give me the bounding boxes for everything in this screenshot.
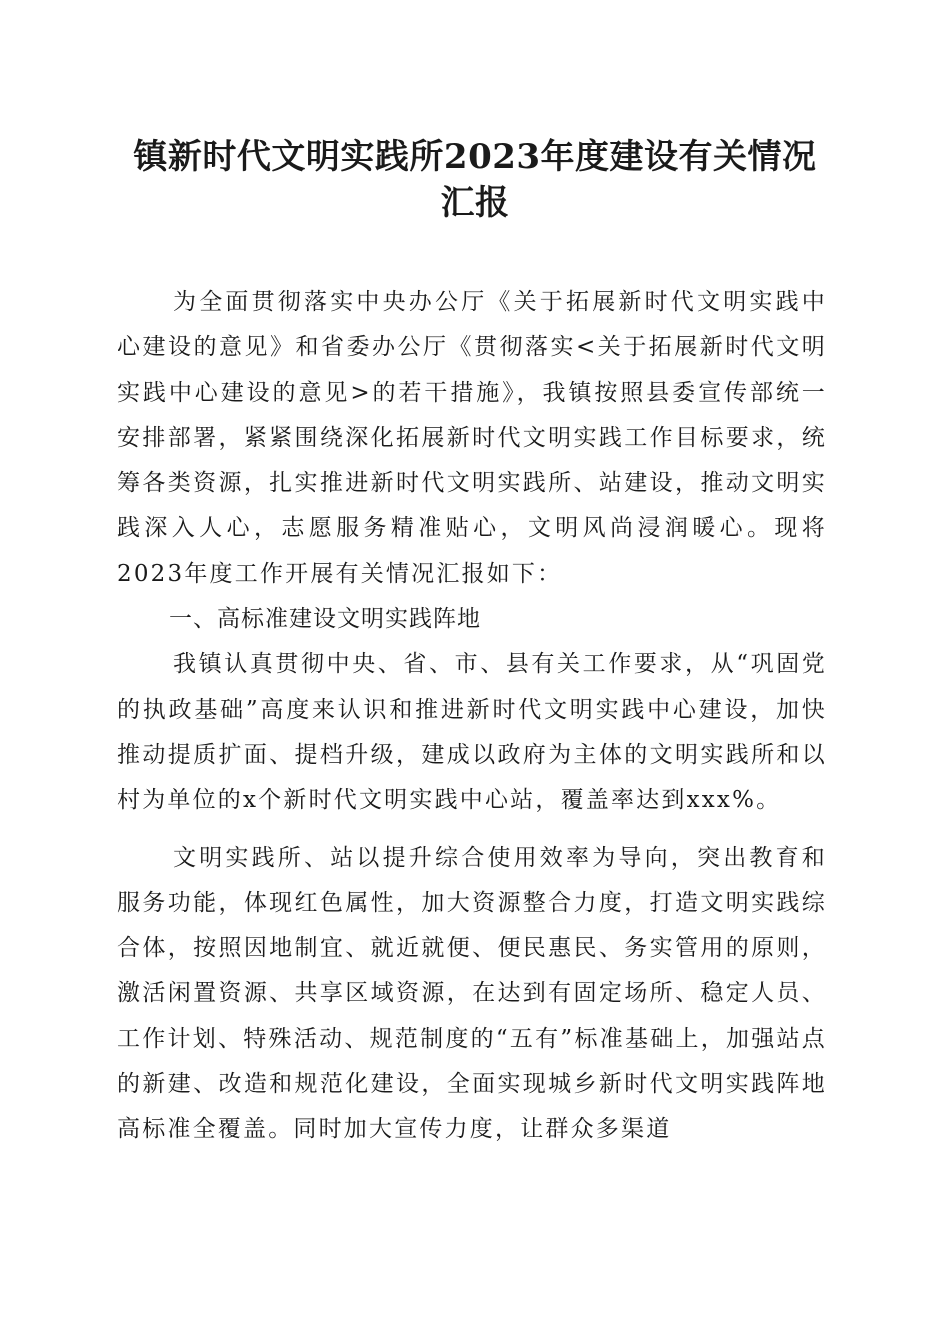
title-line-2: 汇报	[440, 183, 510, 223]
document-title	[100, 134, 850, 226]
section-heading: 一、高标准建设文明实践阵地	[169, 606, 481, 633]
intro-paragraph: 为全面贯彻落实中央办公厅《关于拓展新时代文明实践中心建设的意见》和省委办公厅《贯彻落实<关于拓展新时代文明实践中心建设的意见>的若干措施》，我镇按照县委宣传部统一安排部署，紧紧围绕深化拓展新时代文明实践工作目标要求，统筹各类资源，扎实推进新时代文明实践所、站建设，推动文明实践深入人心，志愿服务精准贴心，文明风尚浸润暖心。现将2023年度工作开展有关情况汇报如下：	[117, 289, 827, 587]
body-paragraph: 文明实践所、站以提升综合使用效率为导向，突出教育和服务功能，体现红色属性，加大资源整合力度，打造文明实践综合体，按照因地制宜、就近就便、便民惠民、务实管用的原则，激活闲置资源、共享区域资源，在达到有固定场所、稳定人员、工作计划、特殊活动、规范制度的“五有”标准基础上，加强站点的新建、改造和规范化建设，全面实现城乡新时代文明实践阵地高标准全覆盖。同时加大宣传力度，让群众多渠道	[117, 844, 827, 1143]
document-body	[117, 280, 827, 1153]
title-line-1: 镇新时代文明实践所2023年度建设有关情况	[133, 137, 817, 177]
body-paragraph: 我镇认真贯彻中央、省、市、县有关工作要求，从“巩固党的执政基础”高度来认识和推进新时代文明实践中心建设，加快推动提质扩面、提档升级，建成以政府为主体的文明实践所和以村为单位的x个新时代文明实践中心站，覆盖率达到xxx%。	[117, 651, 827, 814]
